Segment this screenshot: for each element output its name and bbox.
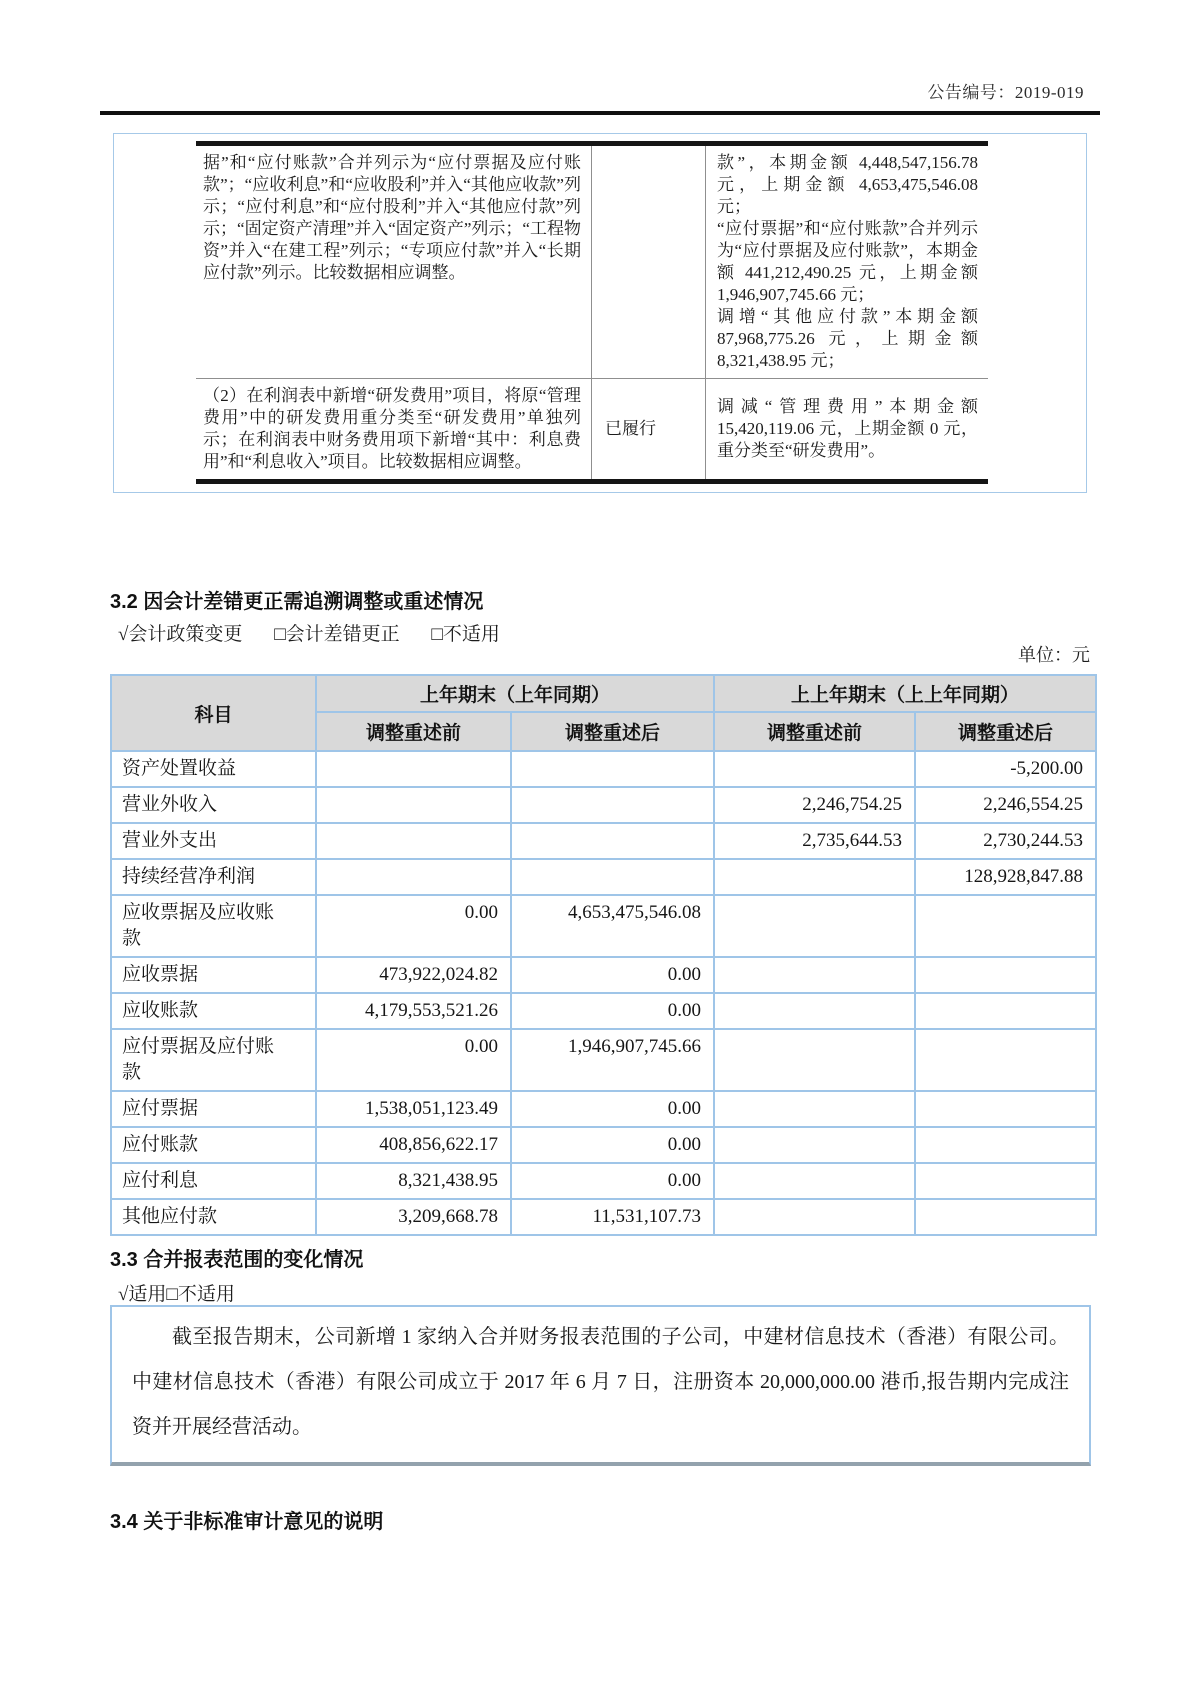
section-3-2-heading: 3.2 因会计差错更正需追溯调整或重述情况: [110, 591, 484, 613]
prev-year-group-header: 上年期末（上年同期）: [316, 675, 714, 712]
value-cell: [915, 1029, 1096, 1091]
table-row: [111, 957, 1096, 993]
subject-cell: 应收票据及应收账款: [111, 895, 316, 957]
restatement-table: [110, 674, 1097, 1236]
restatement-table-header: [111, 675, 1096, 751]
section-3-4-heading: 3.4 关于非标准审计意见的说明: [110, 1511, 384, 1533]
scope-change-note-box: [110, 1305, 1091, 1466]
table-row: [196, 378, 988, 479]
value-cell: [714, 1127, 915, 1163]
subject-cell: 营业外支出: [111, 823, 316, 859]
subject-cell: 应收票据: [111, 957, 316, 993]
scope-change-paragraph: 截至报告期末，公司新增 1 家纳入合并财务报表范围的子公司，中建材信息技术（香港）有限公司。中建材信息技术（香港）有限公司成立于 2017 年 6 月 7 日，注册资本 20,000,000.00 港币,报告期内完成注资并开展经营活动。: [132, 1326, 1069, 1438]
subject-cell: 营业外收入: [111, 787, 316, 823]
change-description-text: 据”和“应付账款”合并列示为“应付票据及应付账款”；“应收利息”和“应收股利”并入“其他应收款”列示；“应付利息”和“应付股利”并入“其他应付款”列示；“固定资产清理”并入“固定资产”列示；“工程物资”并入“在建工程”列示；“专项应付款”并入“长期应付款”列示。比较数据相应调整。: [203, 153, 581, 282]
table-row: [111, 787, 1096, 823]
value-cell: [915, 1163, 1096, 1199]
value-cell: 128,928,847.88: [915, 859, 1096, 895]
after-restatement-header: 调整重述后: [511, 712, 714, 751]
change-description-text: （2）在利润表中新增“研发费用”项目，将原“管理费用”中的研发费用重分类至“研发费用”单独列示；在利润表中财务费用项下新增“其中：利息费用”和“利息收入”项目。比较数据相应调整。: [203, 386, 581, 471]
value-cell: [714, 859, 915, 895]
value-cell: 0.00: [316, 1029, 511, 1091]
value-cell: [915, 1091, 1096, 1127]
value-cell: -5,200.00: [915, 751, 1096, 787]
subject-cell: 应付票据: [111, 1091, 316, 1127]
value-cell: 3,209,668.78: [316, 1199, 511, 1235]
option-not-applicable: □不适用: [431, 624, 500, 645]
impact-paragraph: 调减“管理费用”本期金额 15,420,119.06 元，上期金额 0 元，重分类至“研发费用”。: [717, 397, 978, 460]
change-description-cell: [196, 146, 591, 378]
value-cell: [714, 751, 915, 787]
value-cell: 8,321,438.95: [316, 1163, 511, 1199]
impact-amount-cell: [706, 379, 988, 479]
value-cell: 2,246,554.25: [915, 787, 1096, 823]
unit-label: 单位：元: [1018, 645, 1090, 665]
table-row: [111, 993, 1096, 1029]
performance-status-cell: [591, 146, 706, 378]
section-3-3-applicability: [118, 1279, 235, 1306]
value-cell: [714, 957, 915, 993]
table-row: [111, 1163, 1096, 1199]
value-cell: 0.00: [511, 1091, 714, 1127]
value-cell: 0.00: [511, 957, 714, 993]
after-restatement-header: 调整重述后: [915, 712, 1096, 751]
value-cell: 0.00: [511, 1127, 714, 1163]
continuation-table: [196, 141, 988, 484]
value-cell: 4,179,553,521.26: [316, 993, 511, 1029]
restatement-table-body: [111, 751, 1096, 1235]
option-accounting-error-correction: □会计差错更正: [274, 624, 400, 645]
value-cell: [714, 1199, 915, 1235]
value-cell: 2,246,754.25: [714, 787, 915, 823]
value-cell: [511, 787, 714, 823]
value-cell: 4,653,475,546.08: [511, 895, 714, 957]
table-row: [196, 146, 988, 378]
impact-paragraph: 款”，本期金额 4,448,547,156.78 元，上期金额 4,653,475,546.08 元；: [717, 153, 978, 216]
change-description-cell: [196, 379, 591, 479]
value-cell: [915, 1199, 1096, 1235]
table-row: [111, 895, 1096, 957]
table-row: [111, 1199, 1096, 1235]
value-cell: [316, 823, 511, 859]
subject-cell: 应付票据及应付账款: [111, 1029, 316, 1091]
continuation-table-frame: [113, 133, 1087, 493]
table-row: [111, 751, 1096, 787]
option-accounting-policy-change: √会计政策变更: [118, 624, 243, 645]
subject-cell: 资产处置收益: [111, 751, 316, 787]
section-3-3-heading: 3.3 合并报表范围的变化情况: [110, 1249, 364, 1271]
value-cell: [511, 859, 714, 895]
value-cell: [915, 957, 1096, 993]
value-cell: [915, 1127, 1096, 1163]
value-cell: 0.00: [511, 1163, 714, 1199]
performance-status-text: 已履行: [605, 419, 656, 438]
value-cell: 0.00: [511, 993, 714, 1029]
impact-paragraph: 调增“其他应付款”本期金额 87,968,775.26 元，上期金额 8,321,438.95 元；: [717, 307, 978, 370]
value-cell: 2,735,644.53: [714, 823, 915, 859]
value-cell: 408,856,622.17: [316, 1127, 511, 1163]
header-row: [111, 675, 1096, 712]
value-cell: 11,531,107.73: [511, 1199, 714, 1235]
table-row: [111, 1029, 1096, 1091]
value-cell: [511, 751, 714, 787]
value-cell: [511, 823, 714, 859]
table-row: [111, 823, 1096, 859]
option-applicable: √适用□不适用: [118, 1284, 235, 1305]
table-row: [111, 1091, 1096, 1127]
value-cell: [714, 1163, 915, 1199]
performance-status-cell: [591, 379, 706, 479]
value-cell: [915, 993, 1096, 1029]
value-cell: [714, 1029, 915, 1091]
value-cell: [915, 895, 1096, 957]
value-cell: [714, 895, 915, 957]
value-cell: 473,922,024.82: [316, 957, 511, 993]
impact-paragraph: “应付票据”和“应付账款”合并列示为“应付票据及应付账款”，本期金额 441,212,490.25 元，上期金额 1,946,907,745.66 元；: [717, 219, 978, 304]
impact-amount-cell: [706, 146, 988, 378]
subject-cell: 应收账款: [111, 993, 316, 1029]
prev-prev-year-group-header: 上上年期末（上上年同期）: [714, 675, 1096, 712]
table-row: [111, 859, 1096, 895]
value-cell: 1,946,907,745.66: [511, 1029, 714, 1091]
value-cell: [316, 859, 511, 895]
value-cell: 0.00: [316, 895, 511, 957]
subject-cell: 持续经营净利润: [111, 859, 316, 895]
value-cell: [316, 751, 511, 787]
value-cell: 1,538,051,123.49: [316, 1091, 511, 1127]
table-row: [111, 1127, 1096, 1163]
before-restatement-header: 调整重述前: [316, 712, 511, 751]
value-cell: [714, 993, 915, 1029]
value-cell: [714, 1091, 915, 1127]
doc-number: 公告编号：2019-019: [927, 83, 1084, 102]
header-divider-rule: [100, 111, 1100, 115]
value-cell: 2,730,244.53: [915, 823, 1096, 859]
value-cell: [316, 787, 511, 823]
section-3-2-options: [118, 619, 500, 646]
subject-cell: 应付账款: [111, 1127, 316, 1163]
subject-cell: 应付利息: [111, 1163, 316, 1199]
subject-column-header: 科目: [111, 675, 316, 751]
before-restatement-header: 调整重述前: [714, 712, 915, 751]
subject-cell: 其他应付款: [111, 1199, 316, 1235]
